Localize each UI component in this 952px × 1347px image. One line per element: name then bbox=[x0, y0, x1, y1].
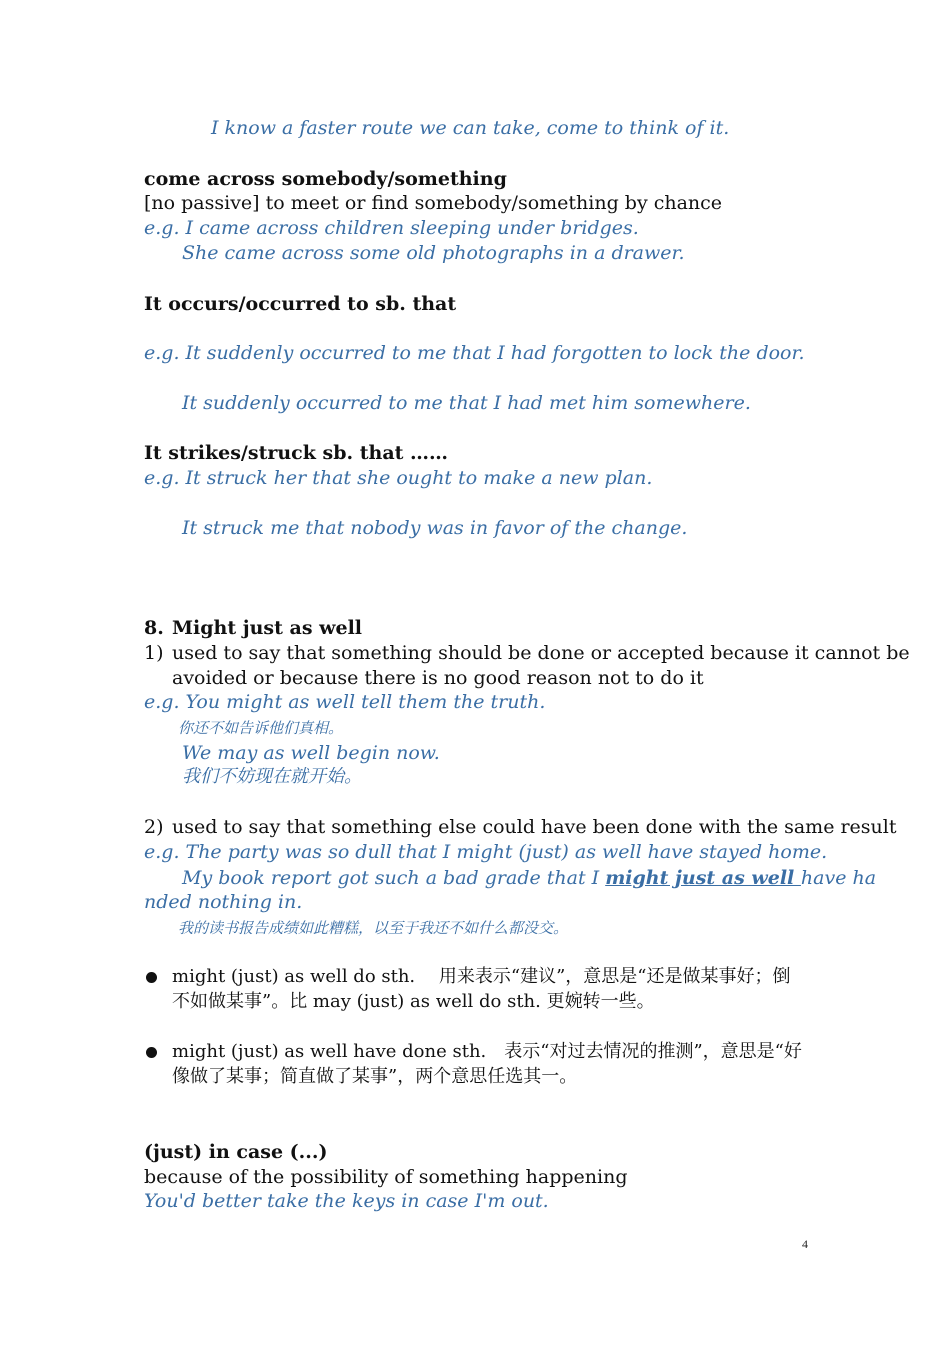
bullet-1-dot bbox=[146, 972, 157, 983]
item-2-line bbox=[144, 815, 897, 839]
section-8-heading bbox=[144, 616, 362, 640]
come-across-example-2: She came across some old photographs in a drawer. bbox=[182, 242, 685, 264]
occurs-example-2: It suddenly occurred to me that I had met him somewhere. bbox=[182, 392, 751, 414]
item-2-number: 2) bbox=[144, 816, 164, 838]
item-1-text-1: used to say that something should be done or accepted because it cannot be bbox=[172, 642, 910, 664]
strikes-example-2: It struck me that nobody was in favor of the change. bbox=[182, 517, 688, 539]
in-case-example: You'd better take the keys in case I'm out. bbox=[144, 1190, 549, 1212]
come-across-definition: [no passive] to meet or find somebody/something by chance bbox=[144, 192, 723, 214]
bullet-2-line-2: 像做了某事；简直做了某事”，两个意思任选其一。 bbox=[172, 1066, 578, 1087]
come-across-heading: come across somebody/something bbox=[144, 168, 507, 190]
item-2-example-2-chinese: 我的读书报告成绩如此糟糕，以至于我还不如什么都没交。 bbox=[178, 919, 569, 937]
item-2-example-2-continued: nded nothing in. bbox=[144, 891, 303, 913]
item-2-text: used to say that something else could have been done with the same result bbox=[172, 816, 897, 838]
page-number: 4 bbox=[802, 1237, 808, 1251]
strikes-example-1: e.g. It struck her that she ought to make a new plan. bbox=[144, 467, 653, 489]
come-across-example-1: e.g. I came across children sleeping under bridges. bbox=[144, 217, 639, 239]
item-1-example-1: e.g. You might as well tell them the truth. bbox=[144, 691, 546, 713]
strikes-heading: It strikes/struck sb. that …… bbox=[144, 442, 449, 464]
item-2-example-2-pre: My book report got such a bad grade that I bbox=[182, 867, 606, 889]
bullet-1-line-2: 不如做某事”。比 may (just) as well do sth. 更婉转一些。 bbox=[172, 991, 655, 1012]
item-2-example-2-emphasis: might just as well bbox=[605, 867, 801, 889]
bullet-1-line-1: might (just) as well do sth. 用来表示“建议”，意思是“还是做某事好；倒 bbox=[172, 966, 791, 987]
section-title: Might just as well bbox=[172, 617, 363, 639]
item-1-number: 1) bbox=[144, 642, 164, 664]
item-1-example-2: We may as well begin now. bbox=[182, 742, 440, 764]
intro-example: I know a faster route we can take, come to think of it. bbox=[211, 117, 730, 139]
occurs-heading: It occurs/occurred to sb. that bbox=[144, 293, 457, 315]
item-1-example-1-chinese: 你还不如告诉他们真相。 bbox=[178, 719, 344, 737]
item-2-example-1: e.g. The party was so dull that I might (just) as well have stayed home. bbox=[144, 841, 828, 863]
in-case-heading: (just) in case (...) bbox=[144, 1141, 328, 1163]
item-1-line-2: avoided or because there is no good reason not to do it bbox=[172, 667, 704, 689]
item-2-example-2 bbox=[182, 866, 876, 890]
in-case-definition: because of the possibility of something happening bbox=[144, 1166, 628, 1188]
item-1-example-2-chinese: 我们不妨现在就开始。 bbox=[182, 766, 362, 787]
occurs-example-1: e.g. It suddenly occurred to me that I had forgotten to lock the door. bbox=[144, 342, 805, 364]
bullet-2-dot bbox=[146, 1047, 157, 1058]
item-2-example-2-post: have ha bbox=[800, 867, 877, 889]
section-number: 8. bbox=[144, 617, 164, 639]
bullet-2-line-1: might (just) as well have done sth. 表示“对过去情况的推测”，意思是“好 bbox=[172, 1041, 802, 1062]
item-1-line-1 bbox=[144, 641, 910, 665]
